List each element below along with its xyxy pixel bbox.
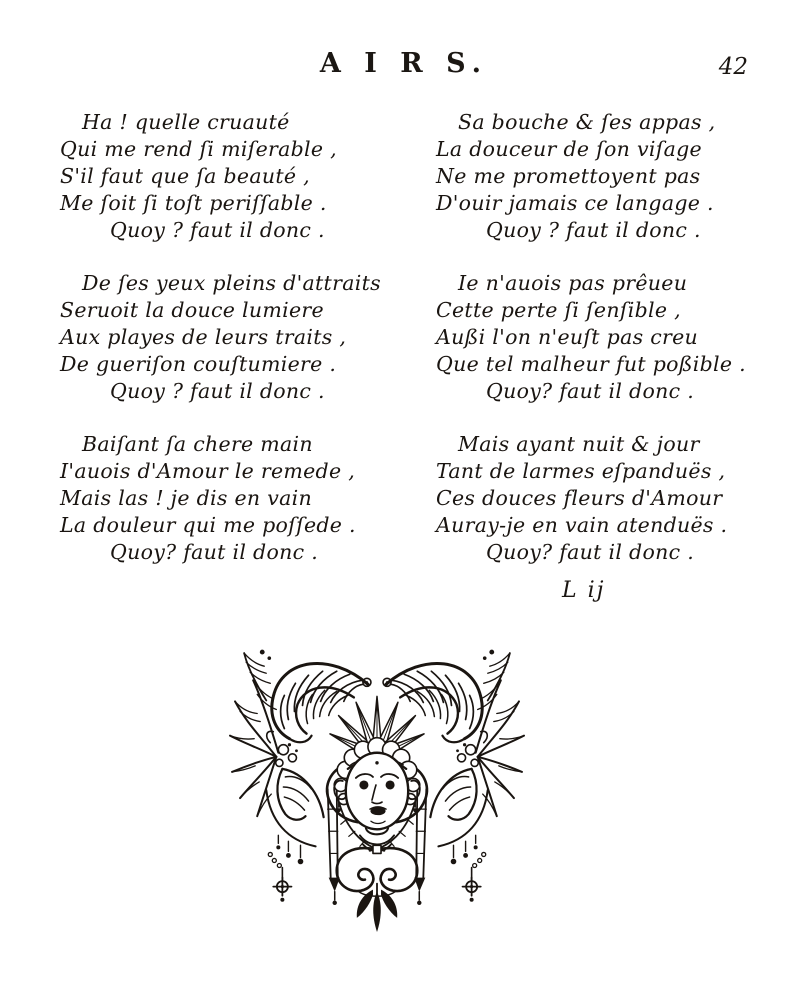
poem-line: Auray-je en vain atenduës . — [436, 513, 728, 537]
poem-line: Cette perte ſi ſenſible , — [436, 298, 681, 322]
poem-line-refrain: Quoy ? faut il donc . — [110, 218, 325, 242]
poem-line: D'ouir jamais ce langage . — [436, 191, 714, 215]
poem-line: Qui me rend ſi miſerable , — [60, 137, 337, 161]
poem-column-right — [436, 109, 781, 592]
poem-line: Ie n'auois pas prêueu — [458, 271, 688, 295]
stanza — [60, 270, 405, 405]
poem-line: La douleur qui me poſſede . — [60, 513, 356, 537]
stanza — [60, 431, 405, 566]
poem-line-refrain: Quoy? faut il donc . — [486, 540, 695, 564]
poem-line: Ne me promettoyent pas — [436, 164, 701, 188]
ornament-container — [226, 638, 528, 938]
poem-line-refrain: Quoy? faut il donc . — [110, 540, 319, 564]
poem-line: I'auois d'Amour le remede , — [60, 459, 356, 483]
page-number: 42 — [718, 54, 748, 80]
poem-line: Außi l'on n'euſt pas creu — [436, 325, 699, 349]
page-title: A I R S. — [319, 48, 489, 79]
poem-line: Sa bouche & ſes appas , — [458, 110, 716, 134]
poem-line: Seruoit la douce lumiere — [60, 298, 324, 322]
poem-line: De ſes yeux pleins d'attraits — [82, 271, 381, 295]
poem-line: La douceur de ſon viſage — [436, 137, 702, 161]
poem-line-refrain: Quoy ? faut il donc . — [486, 218, 701, 242]
poem-line-refrain: Quoy? faut il donc . — [486, 379, 695, 403]
poem-line: Ha ! quelle cruauté — [82, 110, 290, 134]
poem-line: Me ſoit ſi toſt periſſable . — [60, 191, 327, 215]
stanza — [436, 270, 781, 405]
grotesque-mask-woodcut-ornament — [226, 638, 528, 938]
signature-mark: L ij — [562, 578, 606, 603]
poem-line: S'il faut que ſa beauté , — [60, 164, 310, 188]
poem-line: Mais ayant nuit & jour — [458, 432, 700, 456]
poem-line: Tant de larmes eſpanduës , — [436, 459, 726, 483]
poem-line: Baiſant ſa chere main — [82, 432, 313, 456]
poem-line: De gueriſon couſtumiere . — [60, 352, 337, 376]
poem-column-left — [60, 109, 405, 592]
poem-line: Ces douces fleurs d'Amour — [436, 486, 723, 510]
stanza — [436, 431, 781, 566]
stanza — [436, 109, 781, 244]
stanza — [60, 109, 405, 244]
poem-line-refrain: Quoy ? faut il donc . — [110, 379, 325, 403]
poem-line: Mais las ! je dis en vain — [60, 486, 313, 510]
poem-line: Aux playes de leurs traits , — [60, 325, 347, 349]
poem-line: Que tel malheur fut poßible . — [436, 352, 746, 376]
